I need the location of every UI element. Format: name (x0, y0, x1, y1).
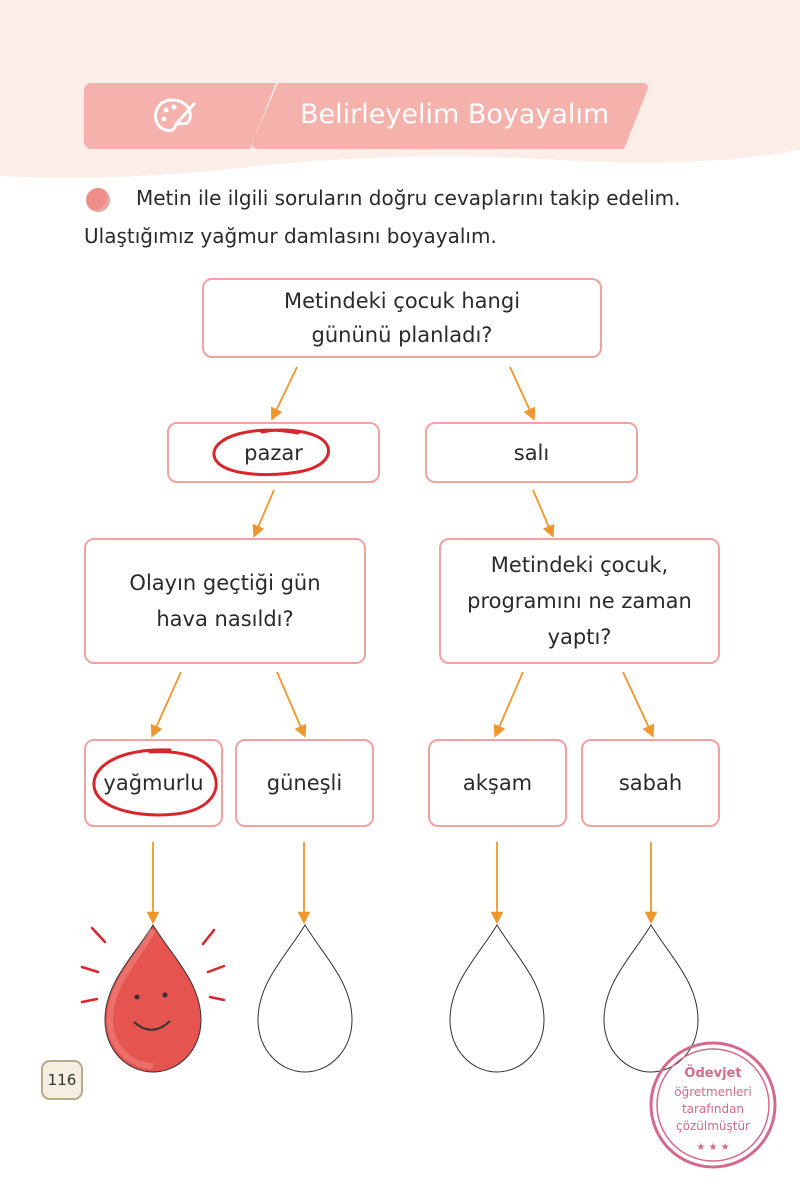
page-title: Belirleyelim Boyayalım (300, 99, 610, 130)
odevjet-stamp (648, 1040, 778, 1170)
answer-label-gunesli: güneşli (266, 771, 343, 795)
stamp-stars: ★ ★ ★ (696, 1142, 730, 1153)
arrow-pazar-to-weather (256, 490, 274, 532)
root-question-line-2: gününü planladı? (311, 323, 493, 347)
root-question-box (202, 278, 602, 358)
stamp-line-4: çözülmüştür (676, 1119, 750, 1133)
drop-eye-right (163, 993, 168, 998)
question-time-line-2: programını ne zaman (467, 589, 692, 613)
page-number: 116 (41, 1060, 83, 1100)
answer-box-sabah[interactable] (581, 739, 720, 827)
answer-label-aksam: akşam (462, 771, 533, 795)
answer-box-yagmurlu[interactable] (84, 739, 223, 827)
answer-box-pazar[interactable] (167, 422, 380, 483)
answer-label-pazar: pazar (244, 440, 303, 465)
question-weather-line-1: Olayın geçtiği gün (129, 571, 321, 595)
raindrop-colored (105, 925, 201, 1072)
arrow-sali-to-time (533, 490, 551, 532)
drop-smile (134, 1021, 170, 1030)
arrow-weather-to-yagmurlu (154, 672, 181, 732)
drop-eye-left (135, 995, 140, 1000)
question-weather-line-2: hava nasıldı? (156, 607, 294, 631)
answer-box-gunesli[interactable] (235, 739, 374, 827)
question-time-line-1: Metindeki çocuk, (490, 553, 669, 577)
drop-shine-lines (82, 928, 224, 1002)
stamp-line-1: Ödevjet (684, 1066, 742, 1081)
answer-box-aksam[interactable] (428, 739, 567, 827)
raindrop-empty-gunesli (258, 925, 352, 1072)
question-box-time (439, 538, 720, 664)
stamp-line-3: tarafından (681, 1102, 745, 1116)
bullet-dot (86, 188, 110, 212)
answer-label-sabah: sabah (618, 771, 683, 795)
instruction-line-2: Ulaştığımız yağmur damlasını boyayalım. (84, 224, 497, 248)
question-box-weather (84, 538, 366, 664)
answer-label-yagmurlu: yağmurlu (103, 771, 204, 795)
arrow-weather-to-gunesli (277, 672, 303, 732)
arrow-root-to-sali (510, 367, 532, 415)
arrow-time-to-aksam (497, 672, 523, 732)
root-question-line-1: Metindeki çocuk hangi (283, 289, 521, 313)
stamp-line-2: öğretmenleri (674, 1085, 752, 1099)
instruction-line-1: Metin ile ilgili soruların doğru cevaplarını takip edelim. (136, 186, 681, 210)
answer-box-sali[interactable] (425, 422, 638, 483)
arrow-root-to-pazar (274, 367, 297, 415)
question-time-line-3: yaptı? (547, 625, 612, 649)
arrow-time-to-sabah (623, 672, 651, 732)
raindrop-empty-aksam (450, 925, 544, 1072)
header-icon-tab (84, 83, 276, 149)
answer-label-sali: salı (513, 440, 550, 465)
